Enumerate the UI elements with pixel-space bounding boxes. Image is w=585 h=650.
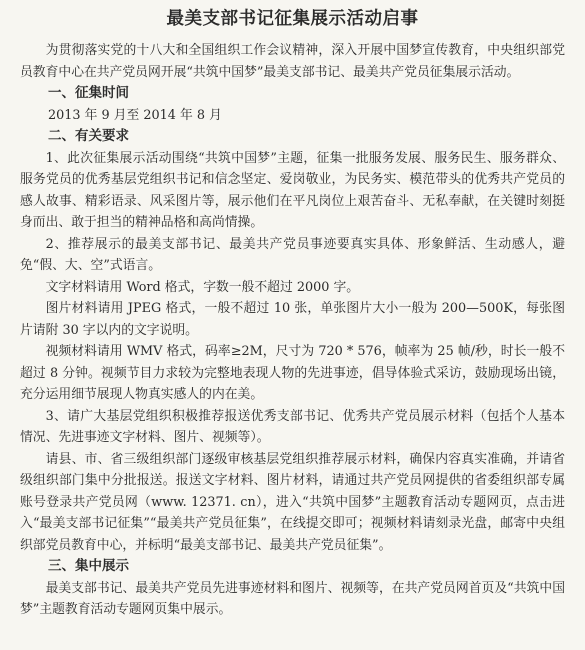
- text-material-paragraph: 文字材料请用 Word 格式，字数一般不超过 2000 字。: [45, 279, 360, 295]
- section-heading-collection-period: 一、征集时间: [48, 85, 129, 101]
- requirements-paragraph-2: 2、推荐展示的最美支部书记、最美共产党员事迹要真实具体、形象鲜活、生动感人，避免“假、大、空”式语言。: [20, 236, 565, 273]
- requirements-paragraph-1: 1、此次征集展示活动围绕“共筑中国梦”主题，征集一批服务发展、服务民生、服务群众、服务党员的优秀基层党组织书记和信念坚定、爱岗敬业，为民务实、模范带头的优秀共产党员的感人故事、精彩语录、风采图片等，展示他们在平凡岗位上艰苦奋斗、无私奉献，在关键时刻挺身而出、敢于担当的精神品格和高尚情操。: [20, 150, 565, 230]
- image-material-paragraph: 图片材料请用 JPEG 格式，一般不超过 10 张，单张图片大小一般为 200—500K，每张图片请附 30 字以内的文字说明。: [20, 301, 565, 338]
- showcase-paragraph: 最美支部书记、最美共产党员先进事迹材料和图片、视频等，在共产党员网首页及“共筑中国梦”主题教育活动专题网页集中展示。: [20, 580, 565, 617]
- video-material-paragraph: 视频材料请用 WMV 格式，码率≥2M，尺寸为 720 * 576，帧率为 25 帧/秒，时长一般不超过 8 分钟。视频节目力求较为完整地表现人物的先进事迹，倡导体验式采访，鼓励现场出镜，充分运用细节展现人物真实感人的内在美。: [20, 344, 565, 402]
- intro-paragraph: 为贯彻落实党的十八大和全国组织工作会议精神，深入开展中国梦宣传教育，中央组织部党员教育中心在共产党员网开展“共筑中国梦”最美支部书记、最美共产党员征集展示活动。: [20, 43, 565, 80]
- document-title: 最美支部书记征集展示活动启事: [166, 9, 419, 29]
- section-heading-requirements: 二、有关要求: [48, 128, 129, 144]
- section-heading-showcase: 三、集中展示: [48, 558, 129, 574]
- submission-process-paragraph: 请县、市、省三级组织部门逐级审核基层党组织推荐展示材料，确保内容真实准确，并请省级组织部门集中分批报送。报送文字材料、图片材料，请通过共产党员网提供的省委组织部专属账号登录共产党员网（www. 12371. cn），进入“共筑中国梦”主题教育活动专题网页，点击进入“最美支部书记征集”“最美共产党员征集”，在线提交即可；视频材料请刻录光盘，邮寄中央组织部党员教育中心，并标明“最美支部书记、最美共产党员征集”。: [20, 451, 565, 553]
- requirements-paragraph-3: 3、请广大基层党组织积极推荐报送优秀支部书记、优秀共产党员展示材料（包括个人基本情况、先进事迹文字材料、图片、视频等）。: [20, 408, 565, 445]
- collection-period-text: 2013 年 9 月至 2014 年 8 月: [48, 107, 222, 123]
